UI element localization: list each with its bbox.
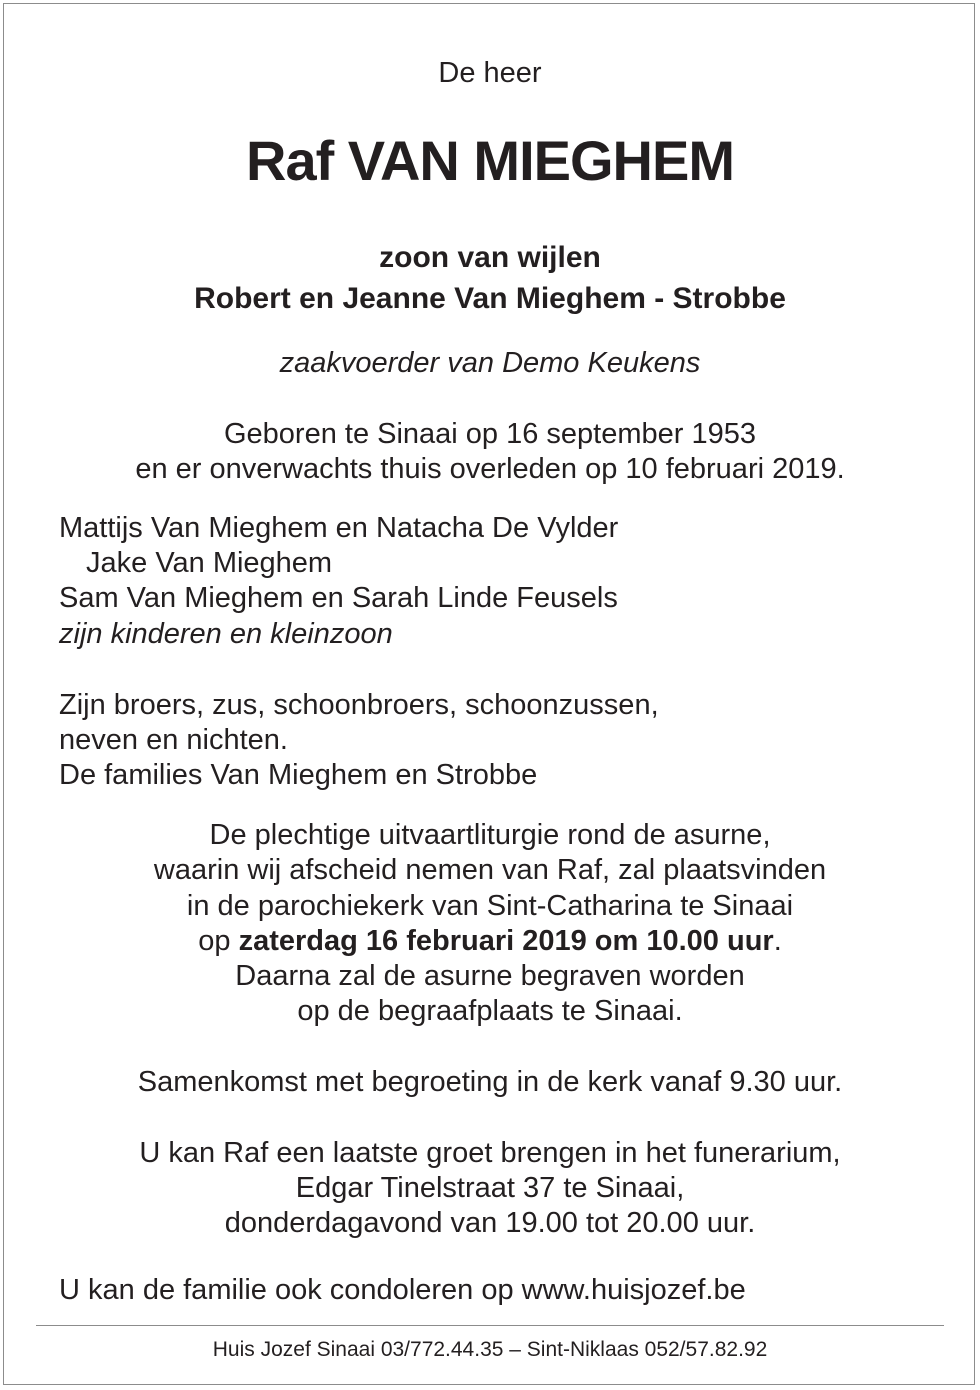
footer-contact: Huis Jozef Sinaai 03/772.44.35 – Sint-Niklaas 052/57.82.92 bbox=[212, 1338, 768, 1361]
parents-names: Robert en Jeanne Van Mieghem - Strobbe bbox=[194, 282, 786, 315]
children-caption: zijn kinderen en kleinzoon bbox=[59, 618, 393, 650]
footer-divider bbox=[36, 1325, 944, 1326]
ceremony-line: De plechtige uitvaartliturgie rond de asurne, bbox=[209, 819, 771, 851]
relatives-line: De families Van Mieghem en Strobbe bbox=[59, 759, 538, 791]
occupation: zaakvoerder van Demo Keukens bbox=[279, 347, 701, 379]
date-suffix: . bbox=[773, 925, 782, 957]
relatives-line: neven en nichten. bbox=[59, 724, 288, 756]
birth-line: Geboren te Sinaai op 16 september 1953 bbox=[223, 418, 757, 450]
visitation-address: Edgar Tinelstraat 37 te Sinaai, bbox=[295, 1172, 685, 1204]
deceased-name: Raf VAN MIEGHEM bbox=[246, 129, 734, 192]
condolences-line: U kan de familie ook condoleren op www.huisjozef.be bbox=[59, 1274, 746, 1306]
ceremony-line: in de parochiekerk van Sint-Catharina te Sinaai bbox=[186, 890, 794, 922]
gathering-line: Samenkomst met begroeting in de kerk vanaf 9.30 uur. bbox=[137, 1066, 843, 1098]
ceremony-line: Daarna zal de asurne begraven worden bbox=[235, 960, 745, 992]
ceremony-line: waarin wij afscheid nemen van Raf, zal plaatsvinden bbox=[153, 854, 827, 886]
visitation-time: donderdagavond van 19.00 tot 20.00 uur. bbox=[224, 1207, 756, 1239]
visitation-line: U kan Raf een laatste groet brengen in het funerarium, bbox=[139, 1137, 841, 1169]
parents-intro: zoon van wijlen bbox=[379, 241, 601, 274]
relatives-line: Zijn broers, zus, schoonbroers, schoonzussen, bbox=[59, 689, 659, 721]
ceremony-line: op de begraafplaats te Sinaai. bbox=[297, 995, 683, 1027]
grandchild-name: Jake Van Mieghem bbox=[86, 547, 333, 579]
salutation: De heer bbox=[438, 57, 542, 89]
child-name: Sam Van Mieghem en Sarah Linde Feusels bbox=[59, 582, 618, 614]
date-prefix: op bbox=[198, 925, 239, 957]
ceremony-date: zaterdag 16 februari 2019 om 10.00 uur bbox=[238, 925, 774, 957]
death-line: en er onverwachts thuis overleden op 10 februari 2019. bbox=[135, 453, 845, 485]
child-name: Mattijs Van Mieghem en Natacha De Vylder bbox=[59, 512, 619, 544]
ceremony-date-line bbox=[0, 924, 980, 958]
